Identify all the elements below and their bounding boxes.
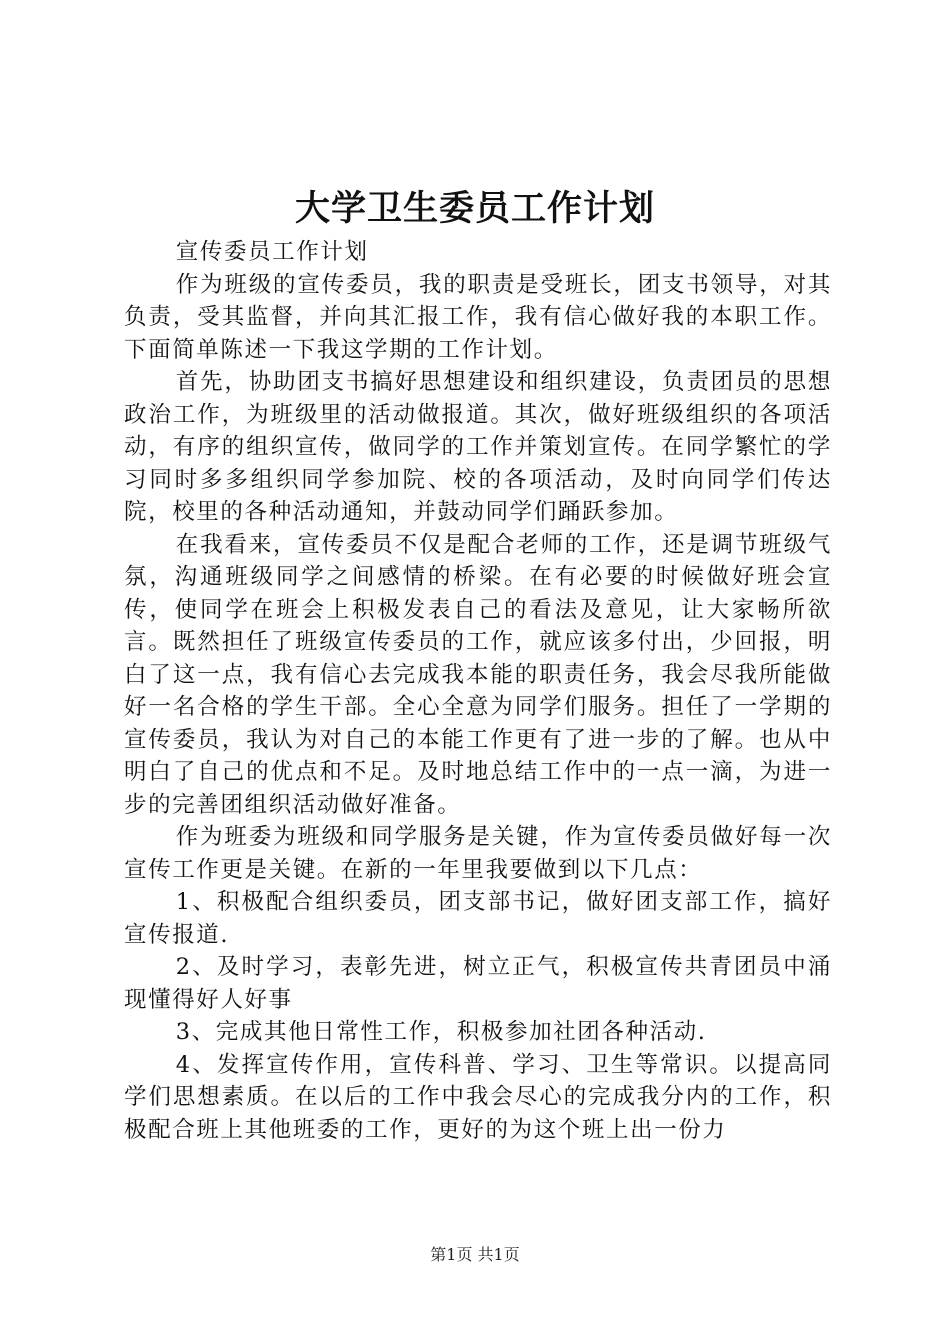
list-item: 3、完成其他日常性工作，积极参加社团各种活动. bbox=[175, 1019, 707, 1045]
list-item: 4、发挥宣传作用，宣传科普、学习、卫生等常识。以提高同学们思想素质。在以后的工作中我会尽心的完成我分内的工作，积极配合班上其他班委的工作，更好的为这个班上出一份力 bbox=[124, 1051, 832, 1143]
list-item: 1、积极配合组织委员，团支部书记，做好团支部工作，搞好宣传报道. bbox=[124, 889, 832, 948]
paragraph: 首先，协助团支书搞好思想建设和组织建设，负责团员的思想政治工作，为班级里的活动做报道。其次，做好班级组织的各项活动，有序的组织宣传，做同学的工作并策划宣传。在同学繁忙的学习同时多多组织同学参加院、校的各项活动，及时向同学们传达院，校里的各种活动通知，并鼓动同学们踊跃参加。 bbox=[124, 369, 832, 525]
document-title: 大学卫生委员工作计划 bbox=[294, 188, 655, 229]
document-body bbox=[124, 236, 832, 1146]
page-footer: 第1页 共1页 bbox=[430, 1245, 520, 1264]
paragraph: 作为班委为班级和同学服务是关键，作为宣传委员做好每一次宣传工作更是关键。在新的一年里我要做到以下几点： bbox=[124, 824, 832, 883]
list-item: 2、及时学习，表彰先进，树立正气，积极宣传共青团员中涌现懂得好人好事 bbox=[124, 954, 832, 1013]
paragraph-subtitle: 宣传委员工作计划 bbox=[175, 239, 369, 265]
paragraph: 在我看来，宣传委员不仅是配合老师的工作，还是调节班级气氛，沟通班级同学之间感情的桥梁。在有必要的时候做好班会宣传，使同学在班会上积极发表自己的看法及意见，让大家畅所欲言。既然担任了班级宣传委员的工作，就应该多付出，少回报，明白了这一点，我有信心去完成我本能的职责任务，我会尽我所能做好一名合格的学生干部。全心全意为同学们服务。担任了一学期的宣传委员，我认为对自己的本能工作更有了进一步的了解。也从中明白了自己的优点和不足。及时地总结工作中的一点一滴，为进一步的完善团组织活动做好准备。 bbox=[124, 531, 832, 818]
paragraph: 作为班级的宣传委员，我的职责是受班长，团支书领导，对其负责，受其监督，并向其汇报工作，我有信心做好我的本职工作。下面简单陈述一下我这学期的工作计划。 bbox=[124, 271, 832, 363]
